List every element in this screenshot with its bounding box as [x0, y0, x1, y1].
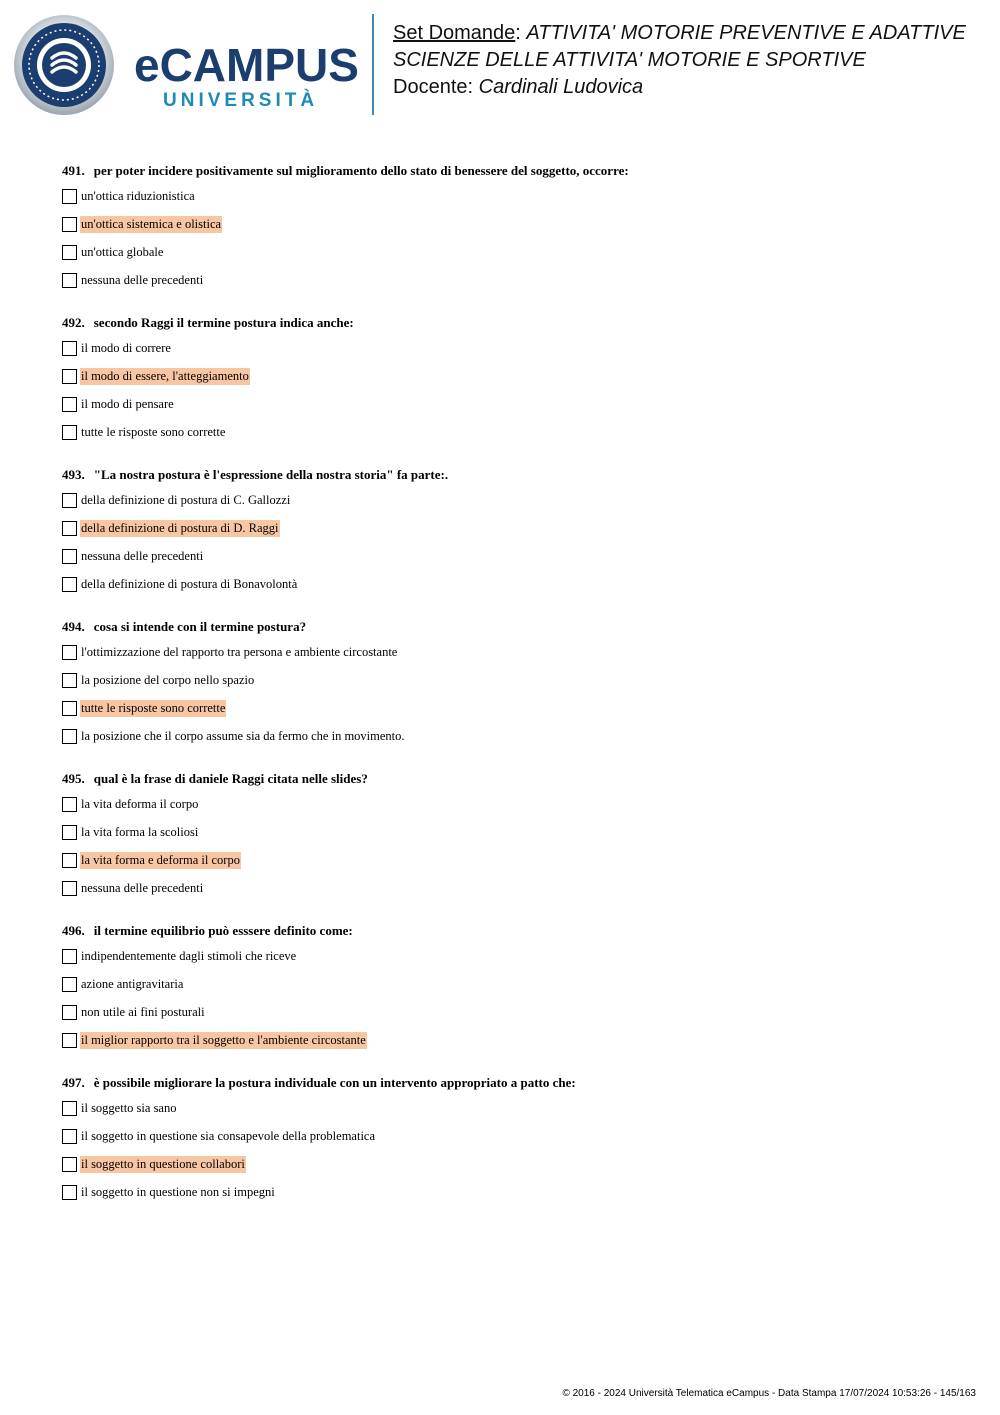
answer-option[interactable] [62, 1184, 962, 1212]
answer-text: l'ottimizzazione del rapporto tra persona e ambiente circostante [81, 645, 398, 659]
question-text: secondo Raggi il termine postura indica anche: [93, 315, 354, 330]
question-496 [62, 922, 962, 1060]
answer-checkbox[interactable] [62, 1129, 77, 1144]
course-line2: SCIENZE DELLE ATTIVITA' MOTORIE E SPORTIVE [393, 49, 866, 71]
answer-text: indipendentemente dagli stimoli che riceve [81, 949, 297, 963]
answer-checkbox[interactable] [62, 493, 77, 508]
answer-text: la vita forma la scoliosi [81, 825, 199, 839]
question-list [62, 162, 962, 1226]
question-number: 494. [62, 619, 85, 634]
answer-option[interactable] [62, 976, 962, 1004]
header-line-teacher [393, 74, 966, 101]
answer-option[interactable] [62, 948, 962, 976]
answer-option[interactable] [62, 368, 962, 396]
answer-option[interactable] [62, 492, 962, 520]
answer-text-highlighted: della definizione di postura di D. Raggi [81, 521, 279, 535]
answer-checkbox[interactable] [62, 1157, 77, 1172]
answer-option[interactable] [62, 1156, 962, 1184]
question-number: 495. [62, 771, 85, 786]
answer-option[interactable] [62, 340, 962, 368]
logo-sub: UNIVERSITÀ [163, 90, 319, 111]
answer-checkbox[interactable] [62, 645, 77, 660]
header-divider [372, 14, 374, 115]
answer-option[interactable] [62, 796, 962, 824]
answer-text-highlighted: il modo di essere, l'atteggiamento [81, 369, 249, 383]
answer-checkbox[interactable] [62, 797, 77, 812]
answer-text-highlighted: il miglior rapporto tra il soggetto e l'ambiente circostante [81, 1033, 366, 1047]
answer-checkbox[interactable] [62, 549, 77, 564]
question-text: per poter incidere positivamente sul miglioramento dello stato di benessere del soggetto, occorre: [93, 163, 629, 178]
answer-checkbox[interactable] [62, 217, 77, 232]
question-492 [62, 314, 962, 452]
answer-checkbox[interactable] [62, 1005, 77, 1020]
question-number: 496. [62, 923, 85, 938]
course-line1: ATTIVITA' MOTORIE PREVENTIVE E ADATTIVE [526, 22, 966, 44]
answer-text: tutte le risposte sono corrette [81, 425, 226, 439]
question-number: 492. [62, 315, 85, 330]
answer-text: un'ottica riduzionistica [81, 189, 195, 203]
question-title [62, 1074, 962, 1092]
answer-option[interactable] [62, 244, 962, 272]
question-text: "La nostra postura è l'espressione della nostra storia" fa parte:. [93, 467, 449, 482]
answer-text: il soggetto sia sano [81, 1101, 177, 1115]
answer-option[interactable] [62, 548, 962, 576]
set-label: Set Domande [393, 22, 516, 44]
question-text: qual è la frase di daniele Raggi citata nelle slides? [93, 771, 368, 786]
question-491 [62, 162, 962, 300]
question-493 [62, 466, 962, 604]
answer-checkbox[interactable] [62, 673, 77, 688]
answer-checkbox[interactable] [62, 949, 77, 964]
answer-text: azione antigravitaria [81, 977, 184, 991]
teacher-label: Docente: [393, 76, 474, 98]
answer-checkbox[interactable] [62, 245, 77, 260]
answer-option[interactable] [62, 216, 962, 244]
answer-option[interactable] [62, 1128, 962, 1156]
answer-checkbox[interactable] [62, 1033, 77, 1048]
answer-option[interactable] [62, 880, 962, 908]
answer-option[interactable] [62, 1004, 962, 1032]
question-495 [62, 770, 962, 908]
answer-option[interactable] [62, 576, 962, 604]
answer-text: un'ottica globale [81, 245, 164, 259]
question-title [62, 770, 962, 788]
answer-text-highlighted: la vita forma e deforma il corpo [81, 853, 240, 867]
ecampus-logo [14, 14, 359, 116]
answer-text: il modo di pensare [81, 397, 174, 411]
header-line-set: Set Domande: ATTIVITA' MOTORIE PREVENTIVE E ADATTIVE [393, 22, 966, 44]
answer-text: il soggetto in questione non si impegni [81, 1185, 275, 1199]
answer-option[interactable] [62, 1032, 962, 1060]
answer-checkbox[interactable] [62, 397, 77, 412]
answer-option[interactable] [62, 700, 962, 728]
answer-option[interactable] [62, 672, 962, 700]
answer-text: il modo di correre [81, 341, 171, 355]
answer-text: la posizione del corpo nello spazio [81, 673, 255, 687]
answer-checkbox[interactable] [62, 881, 77, 896]
header-info [393, 20, 966, 101]
answer-option[interactable] [62, 644, 962, 672]
answer-option[interactable] [62, 1100, 962, 1128]
question-text: cosa si intende con il termine postura? [93, 619, 307, 634]
answer-text: non utile ai fini posturali [81, 1005, 205, 1019]
question-number: 491. [62, 163, 85, 178]
answer-text-highlighted: un'ottica sistemica e olistica [81, 217, 222, 231]
question-494 [62, 618, 962, 756]
question-title [62, 466, 962, 484]
answer-option[interactable] [62, 272, 962, 300]
answer-checkbox[interactable] [62, 1101, 77, 1116]
answer-checkbox[interactable] [62, 1185, 77, 1200]
answer-option[interactable] [62, 728, 962, 756]
page-footer: © 2016 - 2024 Università Telematica eCampus - Data Stampa 17/07/2024 10:53:26 - 145/163 [562, 1388, 976, 1399]
teacher-name: Cardinali Ludovica [478, 76, 644, 98]
answer-text: nessuna delle precedenti [81, 881, 204, 895]
answer-checkbox[interactable] [62, 341, 77, 356]
answer-checkbox[interactable] [62, 701, 77, 716]
answer-text: della definizione di postura di Bonavolontà [81, 577, 298, 591]
answer-checkbox[interactable] [62, 369, 77, 384]
answer-checkbox[interactable] [62, 729, 77, 744]
question-number: 493. [62, 467, 85, 482]
answer-text: la vita deforma il corpo [81, 797, 199, 811]
answer-checkbox[interactable] [62, 853, 77, 868]
question-number: 497. [62, 1075, 85, 1090]
answer-option[interactable] [62, 824, 962, 852]
answer-checkbox[interactable] [62, 273, 77, 288]
answer-option[interactable] [62, 852, 962, 880]
answer-checkbox[interactable] [62, 825, 77, 840]
answer-text: nessuna delle precedenti [81, 549, 204, 563]
answer-option[interactable] [62, 424, 962, 452]
answer-checkbox[interactable] [62, 189, 77, 204]
question-497 [62, 1074, 962, 1212]
question-title [62, 314, 962, 332]
question-title [62, 162, 962, 180]
answer-text: nessuna delle precedenti [81, 273, 204, 287]
answer-text: della definizione di postura di C. Gallozzi [81, 493, 291, 507]
question-text: è possibile migliorare la postura individuale con un intervento appropriato a patto che: [93, 1075, 576, 1090]
answer-text-highlighted: il soggetto in questione collabori [81, 1157, 245, 1171]
question-title [62, 922, 962, 940]
answer-text: il soggetto in questione sia consapevole della problematica [81, 1129, 376, 1143]
answer-text-highlighted: tutte le risposte sono corrette [81, 701, 226, 715]
question-text: il termine equilibrio può esssere definito come: [93, 923, 353, 938]
question-title [62, 618, 962, 636]
answer-option[interactable] [62, 396, 962, 424]
logo-brand: eCAMPUS [134, 39, 359, 91]
answer-text: la posizione che il corpo assume sia da fermo che in movimento. [81, 729, 405, 743]
answer-checkbox[interactable] [62, 521, 77, 536]
answer-checkbox[interactable] [62, 577, 77, 592]
answer-option[interactable] [62, 520, 962, 548]
answer-option[interactable] [62, 188, 962, 216]
answer-checkbox[interactable] [62, 425, 77, 440]
answer-checkbox[interactable] [62, 977, 77, 992]
ecampus-logo-emblem-icon [14, 14, 359, 116]
